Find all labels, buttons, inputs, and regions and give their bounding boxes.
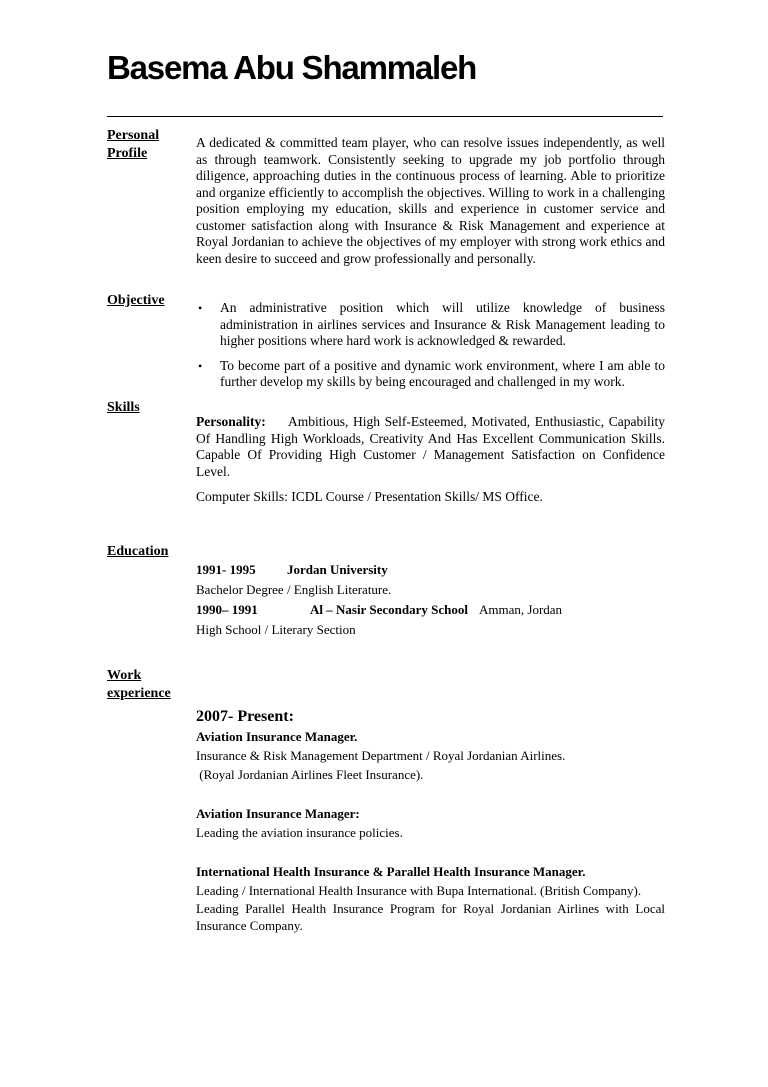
job-detail: Leading / International Health Insurance with Bupa International. (British Company). (196, 883, 642, 898)
education-entry-header (196, 600, 665, 620)
education-years: 1991- 1995 (196, 562, 256, 577)
bullet-icon: • (198, 358, 203, 373)
profile-label-line2: Profile (107, 146, 148, 161)
work-list (196, 707, 665, 934)
personality-text: Ambitious, High Self-Esteemed, Motivated, Enthusiastic, Capability Of Handling High Workloads, Creativity And Has Excellent Communication Skills. Capable Of Providing High Customer / Management Satisfaction on Confidence Level. (196, 414, 665, 479)
objective-item-text: An administrative position which will utilize knowledge of business administration in airlines services and Insurance & Risk Management leading to higher positions where hard work is acknowledged & rewarded. (220, 300, 665, 348)
personality-label: Personality: (196, 414, 266, 429)
job-detail: Leading Parallel Health Insurance Program for Royal Jordanian Airlines with Local Insurance Company. (196, 901, 665, 933)
education-years: 1990– 1991 (196, 602, 258, 617)
profile-label-line1: Personal (107, 128, 160, 143)
bullet-icon: • (198, 301, 203, 315)
work-label-line2: experience (107, 686, 171, 701)
computer-skills: Computer Skills: ICDL Course / Presentation Skills/ MS Office. (196, 489, 543, 504)
job-detail: Insurance & Risk Management Department / Royal Jordanian Airlines. (196, 748, 566, 763)
candidate-name: Basema Abu Shammaleh (107, 49, 477, 86)
job-title: Aviation Insurance Manager. (196, 729, 358, 744)
section-label-profile (107, 127, 159, 163)
education-entry-header (196, 560, 665, 580)
education-school: Al – Nasir Secondary School (310, 602, 468, 617)
section-label-objective: Objective (107, 293, 165, 308)
section-label-work (107, 667, 171, 703)
objective-list (196, 300, 665, 391)
section-label-education: Education (107, 544, 169, 559)
education-detail (196, 620, 665, 640)
header-divider (107, 116, 663, 117)
job-title: International Health Insurance & Parallel Health Insurance Manager. (196, 864, 586, 879)
work-period: 2007- Present: (196, 708, 294, 725)
skills-personality (196, 414, 665, 480)
work-label-line1: Work (107, 668, 142, 683)
education-school: Jordan University (287, 562, 388, 577)
section-label-skills: Skills (107, 400, 140, 415)
objective-list-container (196, 300, 665, 399)
job-detail: (Royal Jordanian Airlines Fleet Insurance). (196, 767, 424, 782)
education-list (196, 560, 665, 640)
education-location: Amman, Jordan (479, 602, 563, 617)
objective-item-text: To become part of a positive and dynamic work environment, where I am able to further develop my skills by being encouraged and challenged in my work. (220, 357, 665, 389)
job-title: Aviation Insurance Manager: (196, 806, 360, 821)
objective-item (196, 300, 665, 350)
profile-text: A dedicated & committed team player, who can resolve issues independently, as well as through teamwork. Consistently seeking to upgrade my job portfolio through diligence, approaching duties in the continuous process of learning. Able to prioritize and organize efficiently to accomplish the objectives. Willing to work in a challenging position employing my education, skills and experience in customer service and customer satisfaction along with Insurance & Risk Management and experience at Royal Jordanian to achieve the objectives of my employer with strong work ethics and keen desire to succeed and grow professionally and personally. (196, 135, 665, 266)
education-degree: Bachelor Degree / English Literature. (196, 582, 392, 597)
objective-item (196, 358, 665, 391)
job-detail: Leading the aviation insurance policies. (196, 825, 403, 840)
education-detail (196, 580, 665, 600)
education-degree: High School / Literary Section (196, 622, 356, 637)
